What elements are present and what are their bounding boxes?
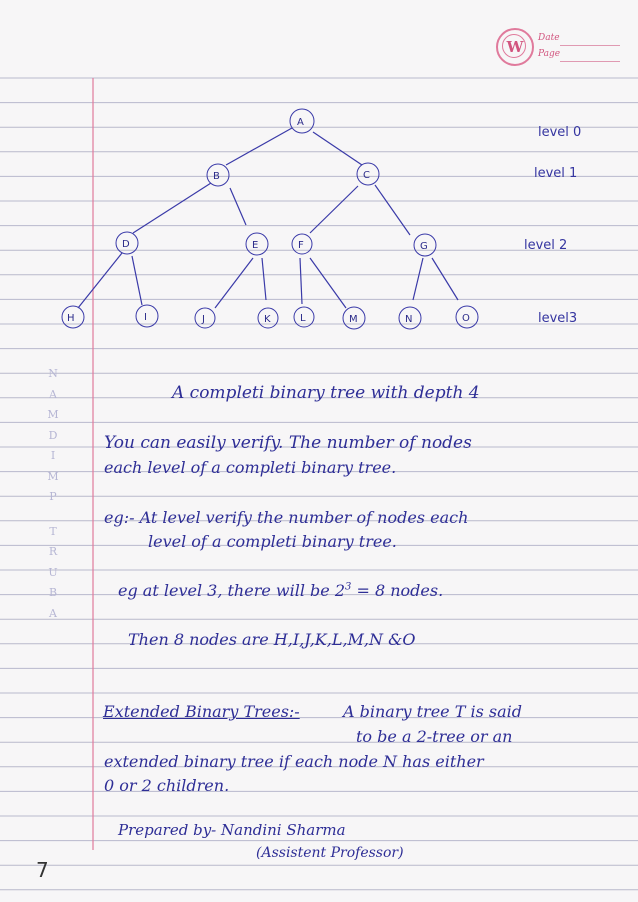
tree-node-f [292,234,312,254]
text-line-4: level of a completi binary tree. [148,532,397,551]
svg-text:J: J [202,314,205,325]
tree-node-l [294,307,314,327]
svg-text:E: E [252,240,259,251]
tree-node-i [136,305,158,327]
margin-watermark-letters: N A M D I M P T R U B A [47,367,59,620]
text-line-3: eg:- At level verify the number of nodes each [104,508,469,527]
svg-text:N: N [405,314,413,325]
page-label: Page [538,49,561,59]
svg-text:B: B [213,171,220,182]
tree-node-c [357,163,379,185]
svg-text:L: L [300,313,306,324]
tree-node-o [456,306,478,328]
tree-nodes [62,109,478,329]
svg-text:H: H [67,313,75,324]
tree-node-j [195,308,215,328]
tree-node-k [258,308,278,328]
tree-node-m [343,307,365,329]
text-line-5 [118,581,443,600]
tree-node-g [414,234,436,256]
text-line-5a: eg at level 3, there will be 2 [118,581,346,600]
prepared-by: Prepared by- Nandini Sharma [118,821,346,839]
svg-text:A: A [297,117,304,128]
author-role: (Assistent Professor) [256,845,404,861]
level-3-label: level3 [538,311,578,326]
level-0-label: level 0 [538,125,582,140]
svg-text:D: D [122,239,130,250]
date-label: Date [538,33,560,43]
tree-node-n [399,307,421,329]
tree-node-b [207,164,229,186]
text-line-2: each level of a completi binary tree. [104,458,397,477]
svg-text:G: G [420,241,428,252]
svg-text:O: O [462,313,470,324]
tree-node-h [62,306,84,328]
tree-caption: A completi binary tree with depth 4 [172,383,480,403]
exponent: 3 [345,581,352,593]
extended-line-3: extended binary tree if each node N has either [104,752,484,771]
tree-edges [78,128,458,308]
tree-node-a [290,109,314,133]
level-1-label: level 1 [534,166,578,181]
extended-line-1: A binary tree T is said [343,702,522,721]
svg-text:M: M [349,314,358,325]
text-line-5b: = 8 nodes. [351,581,444,600]
tree-node-e [246,233,268,255]
svg-text:I: I [144,312,147,323]
svg-text:K: K [264,314,271,325]
extended-line-2: to be a 2-tree or an [356,727,513,746]
svg-text:C: C [363,170,370,181]
tree-node-d [116,232,138,254]
notebook-logo-stamp: W [496,28,534,66]
svg-text:F: F [298,240,304,251]
extended-line-4: 0 or 2 children. [104,776,230,795]
text-line-1: You can easily verify. The number of nodes [104,433,472,453]
text-line-6: Then 8 nodes are H,I,J,K,L,M,N &O [128,630,416,649]
extended-title: Extended Binary Trees:- [103,702,300,721]
page-number: 7 [36,858,49,882]
level-2-label: level 2 [524,238,568,253]
